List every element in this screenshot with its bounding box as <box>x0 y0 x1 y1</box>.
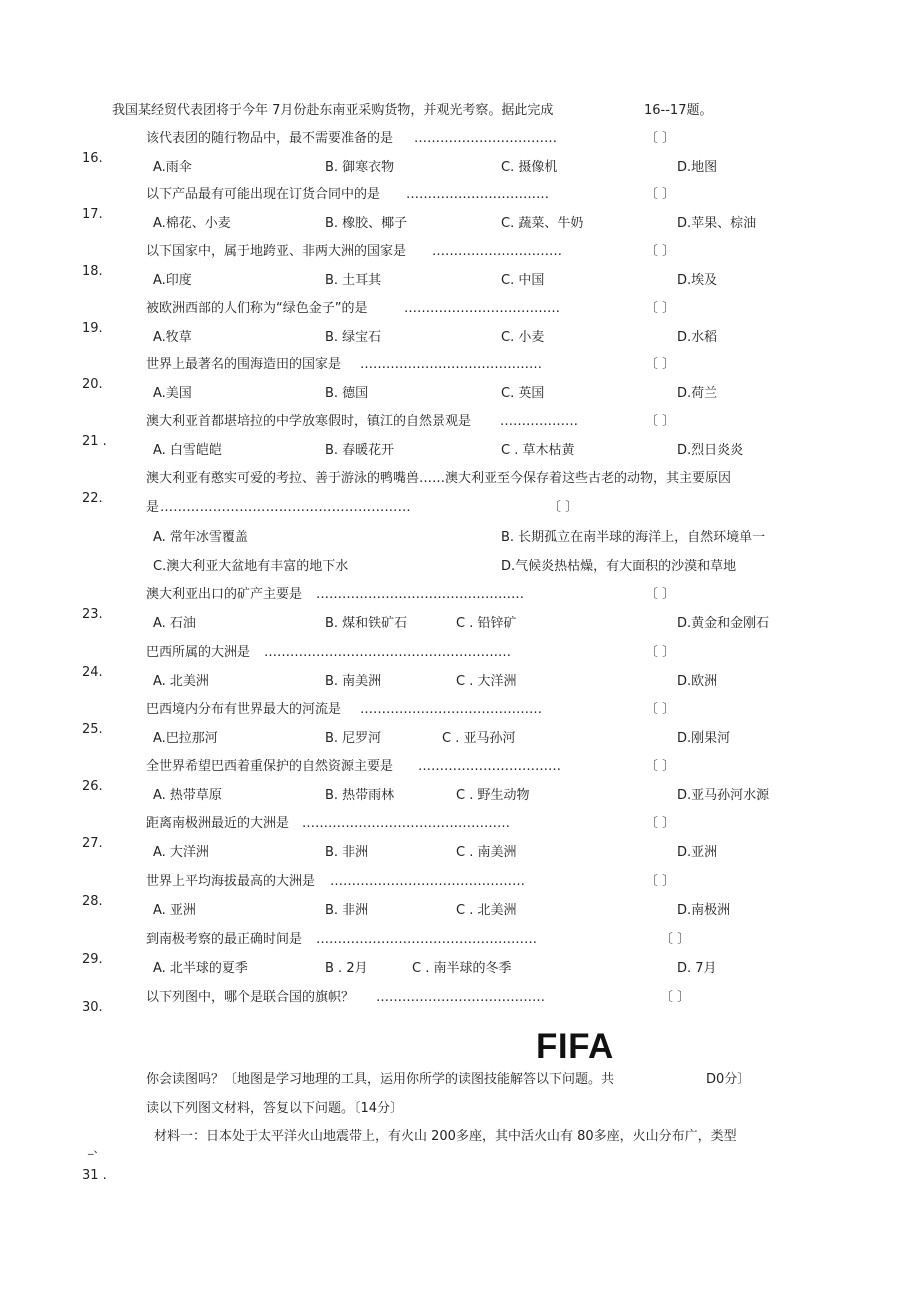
answer-bracket: 〔 〕 <box>645 645 676 660</box>
option-c: C . 南半球的冬季 <box>412 961 512 976</box>
answer-bracket: 〔 〕 <box>645 702 676 717</box>
option-c: C. 蔬菜、牛奶 <box>501 216 584 231</box>
answer-dots: …………………………… <box>414 131 557 146</box>
section-instruction: 读以下列图文材料，答复以下问题。〔14分〕 <box>146 1101 404 1116</box>
option-d: D.刚果河 <box>677 731 731 746</box>
option-a: A.棉花、小麦 <box>153 216 231 231</box>
option-d: D.欧洲 <box>677 674 718 689</box>
question-number: 30. <box>82 1000 103 1015</box>
option-b: B. 尼罗河 <box>325 731 382 746</box>
option-c: C. 中国 <box>501 273 545 288</box>
stray-mark: _、 <box>88 1142 105 1155</box>
question-number: 28. <box>82 894 103 909</box>
answer-dots: …………………………………… <box>360 702 542 717</box>
answer-dots: ………………………………………… <box>302 816 510 831</box>
question-number: 16. <box>82 151 103 166</box>
option-d: D.水稻 <box>677 330 718 345</box>
question-stem: 以下列图中，哪个是联合国的旗帜？ <box>146 990 355 1005</box>
question-number: 18. <box>82 264 103 279</box>
option-a: A. 北美洲 <box>153 674 209 689</box>
answer-bracket: 〔 〕 <box>645 816 676 831</box>
answer-dots: ………………………… <box>432 244 562 259</box>
intro-range: 16--17题。 <box>644 103 713 118</box>
option-c: C . 南美洲 <box>456 845 517 860</box>
option-c: C . 北美洲 <box>456 903 517 918</box>
answer-bracket: 〔 〕 <box>645 131 676 146</box>
question-stem: 到南极考察的最正确时间是 <box>146 932 303 947</box>
question-stem: 澳大利亚有憨实可爱的考拉、善于游泳的鸭嘴兽……澳大利亚至今保存着这些古老的动物，其主要原因 <box>146 471 732 486</box>
option-c: C. 英国 <box>501 386 545 401</box>
option-d: D.烈日炎炎 <box>677 443 744 458</box>
question-stem-continued: 是 <box>146 500 160 515</box>
question-number: 21 . <box>82 434 107 449</box>
question-number: 29. <box>82 952 103 967</box>
answer-dots: ………………………………… <box>376 990 545 1005</box>
option-b: B. 煤和铁矿石 <box>325 616 408 631</box>
option-b: B. 御寒衣物 <box>325 160 395 175</box>
intro-text: 我国某经贸代表团将于今年 7月份赴东南亚采购货物，并观光考察。据此完成 <box>112 103 554 118</box>
option-a: A. 白雪皑皑 <box>153 443 222 458</box>
question-stem: 以下国家中，属于地跨亚、非两大洲的国家是 <box>146 244 407 259</box>
question-stem: 被欧洲西部的人们称为“绿色金子”的是 <box>146 301 368 316</box>
answer-dots: ……………… <box>500 414 578 429</box>
answer-dots: …………………………… <box>418 759 561 774</box>
answer-bracket: 〔 〕 <box>660 932 691 947</box>
answer-bracket: 〔 〕 <box>645 301 676 316</box>
answer-bracket: 〔 〕 <box>645 187 676 202</box>
question-number: 24. <box>82 665 103 680</box>
option-c: C . 铅锌矿 <box>456 616 517 631</box>
answer-dots: ……………………………… <box>404 301 560 316</box>
option-d: D.亚洲 <box>677 845 718 860</box>
option-c: C. 小麦 <box>501 330 545 345</box>
material-one-text: 材料一：日本处于太平洋火山地震带上，有火山 200多座，其中活火山有 80多座，火山分布广，类型 <box>154 1129 737 1144</box>
question-stem: 巴西境内分布有世界最大的河流是 <box>146 702 342 717</box>
answer-bracket: 〔 〕 <box>548 500 579 515</box>
option-d: D.黄金和金刚石 <box>677 616 770 631</box>
option-c: C . 大洋洲 <box>456 674 517 689</box>
option-b: B. 南美洲 <box>325 674 382 689</box>
option-b: B. 德国 <box>325 386 369 401</box>
answer-bracket: 〔 〕 <box>645 874 676 889</box>
option-c: C . 野生动物 <box>456 788 530 803</box>
question-stem: 澳大利亚出口的矿产主要是 <box>146 587 303 602</box>
option-b: B. 绿宝石 <box>325 330 382 345</box>
answer-bracket: 〔 〕 <box>645 244 676 259</box>
option-a: A.印度 <box>153 273 192 288</box>
question-number: 20. <box>82 377 103 392</box>
option-b: B. 橡胶、椰子 <box>325 216 408 231</box>
answer-bracket: 〔 〕 <box>660 990 691 1005</box>
option-a: A. 北半球的夏季 <box>153 961 248 976</box>
option-c: C . 亚马孙河 <box>442 731 516 746</box>
option-c: C. 摄像机 <box>501 160 558 175</box>
option-b: B. 土耳其 <box>325 273 382 288</box>
question-number: 17. <box>82 207 103 222</box>
option-b: B . 2月 <box>325 961 368 976</box>
option-b: B. 非洲 <box>325 903 369 918</box>
option-a: A. 常年冰雪覆盖 <box>153 530 248 545</box>
option-d: D.荷兰 <box>677 386 718 401</box>
option-d: D.地图 <box>677 160 718 175</box>
option-d: D. 7月 <box>677 961 717 976</box>
option-b: B. 热带雨林 <box>325 788 395 803</box>
option-b: B. 非洲 <box>325 845 369 860</box>
option-a: A.雨伞 <box>153 160 192 175</box>
answer-dots: ……………………………………… <box>330 874 525 889</box>
question-stem: 该代表团的随行物品中，最不需要准备的是 <box>146 131 394 146</box>
option-c: C . 草木枯黄 <box>501 443 575 458</box>
option-b: B. 长期孤立在南半球的海洋上，自然环境单一 <box>501 530 766 545</box>
question-number: 25. <box>82 722 103 737</box>
answer-dots: …………………………………………… <box>316 932 537 947</box>
fifa-logo-text: FIFA <box>536 1027 614 1066</box>
question-number: 19. <box>82 321 103 336</box>
question-31-number: 31 . <box>82 1168 107 1183</box>
option-c: C.澳大利亚大盆地有丰富的地下水 <box>153 559 349 574</box>
answer-bracket: 〔 〕 <box>645 759 676 774</box>
question-stem: 以下产品最有可能出现在订货合同中的是 <box>146 187 381 202</box>
option-d: D.亚马孙河水源 <box>677 788 770 803</box>
question-stem: 全世界希望巴西着重保护的自然资源主要是 <box>146 759 394 774</box>
question-number: 27. <box>82 836 103 851</box>
question-number: 26. <box>82 779 103 794</box>
answer-bracket: 〔 〕 <box>645 587 676 602</box>
option-a: A. 石油 <box>153 616 196 631</box>
option-d: D.埃及 <box>677 273 718 288</box>
section-score: D0分〕 <box>706 1072 751 1087</box>
answer-bracket: 〔 〕 <box>645 357 676 372</box>
answer-bracket: 〔 〕 <box>645 414 676 429</box>
question-number: 23. <box>82 607 103 622</box>
question-stem: 巴西所属的大洲是 <box>146 645 251 660</box>
option-a: A.巴拉那河 <box>153 731 218 746</box>
question-stem: 世界上平均海拔最高的大洲是 <box>146 874 316 889</box>
question-stem: 澳大利亚首都堪培拉的中学放寒假时，镇江的自然景观是 <box>146 414 472 429</box>
option-a: A. 大洋洲 <box>153 845 209 860</box>
option-d: D.南极洲 <box>677 903 731 918</box>
question-stem: 世界上最著名的围海造田的国家是 <box>146 357 342 372</box>
answer-dots: …………………………… <box>406 187 549 202</box>
option-b: B. 春暖花开 <box>325 443 395 458</box>
answer-dots: …………………………………… <box>360 357 542 372</box>
option-a: A. 亚洲 <box>153 903 196 918</box>
answer-dots: ………………………………………………… <box>160 500 411 515</box>
option-a: A.牧草 <box>153 330 192 345</box>
option-a: A. 热带草原 <box>153 788 222 803</box>
option-d: D.苹果、棕油 <box>677 216 757 231</box>
section-intro: 你会读图吗？〔地图是学习地理的工具，运用你所学的读图技能解答以下问题。共 <box>146 1072 615 1087</box>
option-d: D.气候炎热枯燥，有大面积的沙漠和草地 <box>501 559 737 574</box>
question-stem: 距离南极洲最近的大洲是 <box>146 816 290 831</box>
answer-dots: ………………………………………………… <box>264 645 511 660</box>
answer-dots: ………………………………………… <box>316 587 524 602</box>
question-number: 22. <box>82 491 103 506</box>
option-a: A.美国 <box>153 386 192 401</box>
